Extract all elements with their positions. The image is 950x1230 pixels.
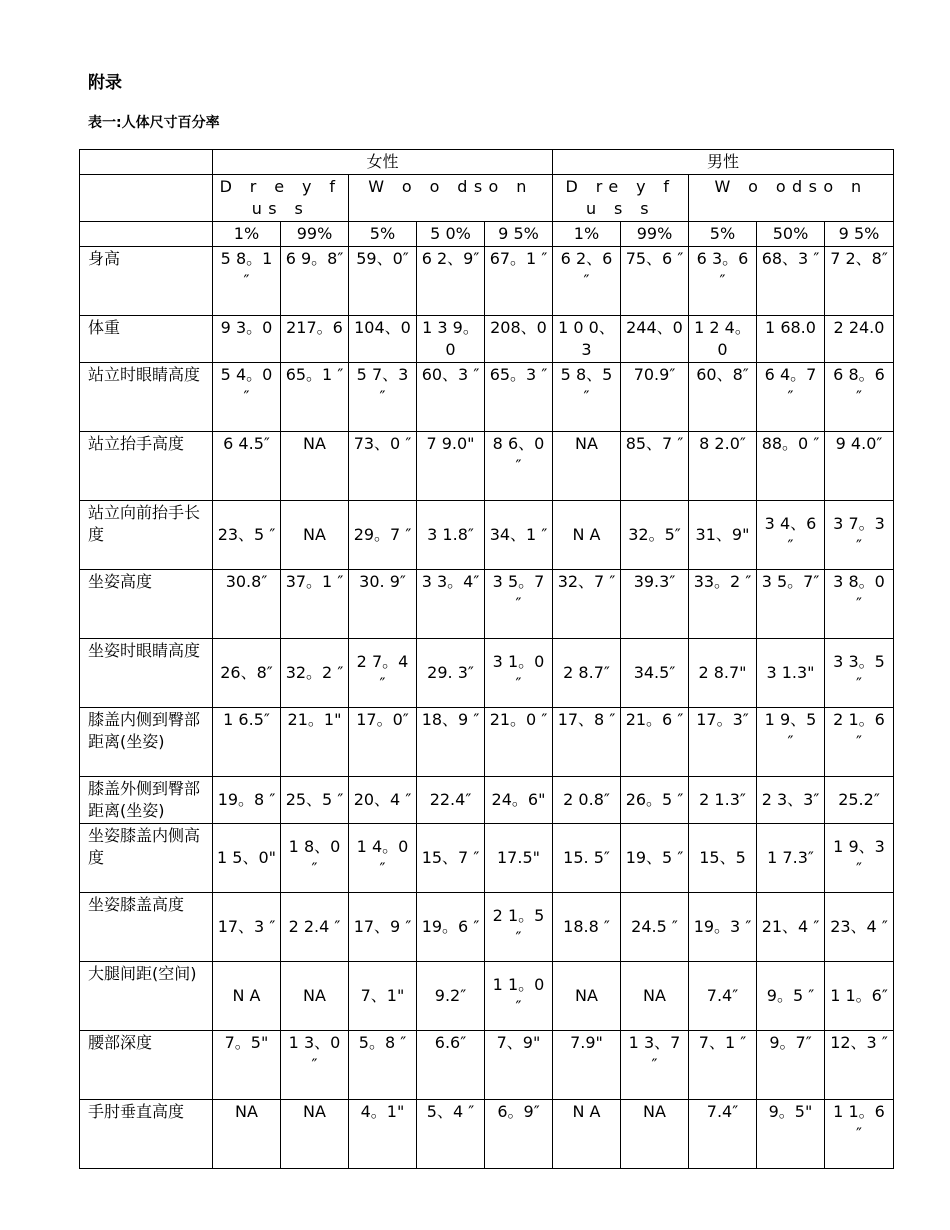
value-cell: 1 0 0、3 [553, 316, 621, 363]
gender-header-row [80, 150, 894, 175]
value-cell: 9.2″ [417, 962, 485, 1031]
value-cell: 88。0 ″ [757, 432, 825, 501]
value-cell: 34.5″ [621, 639, 689, 708]
value-cell: 3 1。0 ″ [485, 639, 553, 708]
value-cell: 7 2、8″ [825, 247, 894, 316]
row-label: 体重 [80, 316, 213, 363]
value-cell: 29。7 ″ [349, 501, 417, 570]
female-woodson-header: W o o dso n [349, 175, 553, 222]
value-cell: 5 8。1 ″ [213, 247, 281, 316]
value-cell: 3 4、6 ″ [757, 501, 825, 570]
value-cell: 5。8 ″ [349, 1031, 417, 1100]
value-cell: 85、7 ″ [621, 432, 689, 501]
male-dreyfuss-header: D re y f u s s [553, 175, 689, 222]
value-cell: 21。0 ″ [485, 708, 553, 777]
value-cell: 3 1.3" [757, 639, 825, 708]
value-cell: 17.5" [485, 824, 553, 893]
value-cell: 17。0″ [349, 708, 417, 777]
value-cell: 1 5、0" [213, 824, 281, 893]
value-cell: NA [621, 962, 689, 1031]
value-cell: 1 2 4。0 [689, 316, 757, 363]
value-cell: 25.2″ [825, 777, 894, 824]
value-cell: 7、1" [349, 962, 417, 1031]
value-cell: 7 9.0" [417, 432, 485, 501]
male-woodson-header: W o odso n [689, 175, 894, 222]
female-dreyfuss-header: D r e y f us s [213, 175, 349, 222]
table-row [80, 247, 894, 316]
value-cell: 6 4。7 ″ [757, 363, 825, 432]
row-label: 坐姿时眼睛高度 [80, 639, 213, 708]
percentile-header: 1% [213, 222, 281, 247]
value-cell: 15、5 [689, 824, 757, 893]
row-label: 身高 [80, 247, 213, 316]
value-cell: NA [281, 1100, 349, 1169]
percentile-header-row [80, 222, 894, 247]
value-cell: 7。5" [213, 1031, 281, 1100]
percentile-header: 9 5% [825, 222, 894, 247]
value-cell: 12、3 ″ [825, 1031, 894, 1100]
value-cell: 18.8 ″ [553, 893, 621, 962]
value-cell: 19、5 ″ [621, 824, 689, 893]
value-cell: 2 2.4 ″ [281, 893, 349, 962]
value-cell: 24.5 ″ [621, 893, 689, 962]
value-cell: 5 7、3 ″ [349, 363, 417, 432]
row-label: 手肘垂直高度 [80, 1100, 213, 1169]
value-cell: 2 24.0 [825, 316, 894, 363]
value-cell: 1 9、3 ″ [825, 824, 894, 893]
value-cell: 1 9、5 ″ [757, 708, 825, 777]
percentile-header: 99% [621, 222, 689, 247]
value-cell: 9 4.0″ [825, 432, 894, 501]
value-cell: 73、0 ″ [349, 432, 417, 501]
value-cell: 17、9 ″ [349, 893, 417, 962]
value-cell: 30.8″ [213, 570, 281, 639]
value-cell: 8 2.0″ [689, 432, 757, 501]
value-cell: 23、5 ″ [213, 501, 281, 570]
table-row [80, 962, 894, 1031]
table-row [80, 570, 894, 639]
value-cell: 7.4″ [689, 1100, 757, 1169]
value-cell: 32、7 ″ [553, 570, 621, 639]
percentile-header: 99% [281, 222, 349, 247]
row-label: 坐姿高度 [80, 570, 213, 639]
value-cell: 1 1。6 ″ [825, 1100, 894, 1169]
value-cell: 75、6 ″ [621, 247, 689, 316]
table-row [80, 893, 894, 962]
percentile-header: 5 0% [417, 222, 485, 247]
value-cell: 26。5 ″ [621, 777, 689, 824]
value-cell: 9。5 ″ [757, 962, 825, 1031]
row-label: 坐姿膝盖高度 [80, 893, 213, 962]
value-cell: 18、9 ″ [417, 708, 485, 777]
value-cell: 3 3。5 ″ [825, 639, 894, 708]
value-cell: 6 3。6 ″ [689, 247, 757, 316]
value-cell: 26、8″ [213, 639, 281, 708]
value-cell: 31、9" [689, 501, 757, 570]
source-header-row [80, 175, 894, 222]
value-cell: N A [553, 1100, 621, 1169]
value-cell: 33。2 ″ [689, 570, 757, 639]
value-cell: 7、9" [485, 1031, 553, 1100]
value-cell: 65。3 ″ [485, 363, 553, 432]
value-cell: 2 0.8″ [553, 777, 621, 824]
value-cell: 15、7 ″ [417, 824, 485, 893]
value-cell: 67。1 ″ [485, 247, 553, 316]
value-cell: 29. 3″ [417, 639, 485, 708]
value-cell: 2 8.7" [689, 639, 757, 708]
row-label: 大腿间距(空间) [80, 962, 213, 1031]
table-row [80, 363, 894, 432]
value-cell: 5、4 ″ [417, 1100, 485, 1169]
value-cell: 5 8、5 ″ [553, 363, 621, 432]
value-cell: 20、4 ″ [349, 777, 417, 824]
value-cell: 8 6、0 ″ [485, 432, 553, 501]
table-row [80, 501, 894, 570]
row-label: 膝盖外侧到臀部距离(坐姿) [80, 777, 213, 824]
value-cell: 6 8。6 ″ [825, 363, 894, 432]
value-cell: 37。1 ″ [281, 570, 349, 639]
value-cell: 1 6.5″ [213, 708, 281, 777]
value-cell: 7.9" [553, 1031, 621, 1100]
percentile-header: 9 5% [485, 222, 553, 247]
value-cell: 1 7.3″ [757, 824, 825, 893]
value-cell: 104、0 [349, 316, 417, 363]
value-cell: 3 7。3 ″ [825, 501, 894, 570]
value-cell: 1 68.0 [757, 316, 825, 363]
value-cell: 6 9。8″ [281, 247, 349, 316]
table-row [80, 824, 894, 893]
value-cell: 23、4 ″ [825, 893, 894, 962]
table-row [80, 777, 894, 824]
value-cell: 217。6 [281, 316, 349, 363]
value-cell: 9。7″ [757, 1031, 825, 1100]
value-cell: 24。6" [485, 777, 553, 824]
value-cell: 6 2、6 ″ [553, 247, 621, 316]
value-cell: 17、3 ″ [213, 893, 281, 962]
value-cell: 1 3、7 ″ [621, 1031, 689, 1100]
value-cell: 21。6 ″ [621, 708, 689, 777]
value-cell: 1 1。6″ [825, 962, 894, 1031]
value-cell: 6。9″ [485, 1100, 553, 1169]
value-cell: 60、8″ [689, 363, 757, 432]
value-cell: 17。3″ [689, 708, 757, 777]
value-cell: 7.4″ [689, 962, 757, 1031]
row-label: 膝盖内侧到臀部距离(坐姿) [80, 708, 213, 777]
table-row [80, 316, 894, 363]
value-cell: 21。1" [281, 708, 349, 777]
male-group-header: 男性 [553, 150, 894, 175]
row-label: 坐姿膝盖内侧高度 [80, 824, 213, 893]
value-cell: 3 8。0 ″ [825, 570, 894, 639]
value-cell: 1 1。0 ″ [485, 962, 553, 1031]
row-label: 站立向前抬手长度 [80, 501, 213, 570]
value-cell: 4。1" [349, 1100, 417, 1169]
value-cell: NA [213, 1100, 281, 1169]
value-cell: 3 3。4″ [417, 570, 485, 639]
female-group-header: 女性 [213, 150, 553, 175]
value-cell: 2 7。4 ″ [349, 639, 417, 708]
value-cell: 3 5。7″ [757, 570, 825, 639]
value-cell: 34、1 ″ [485, 501, 553, 570]
body-dimensions-table [79, 149, 894, 1169]
corner-cell [80, 222, 213, 247]
value-cell: 244、0 [621, 316, 689, 363]
value-cell: 9 3。0 [213, 316, 281, 363]
value-cell: 6 4.5″ [213, 432, 281, 501]
value-cell: 39.3″ [621, 570, 689, 639]
value-cell: 208、0 [485, 316, 553, 363]
value-cell: NA [553, 962, 621, 1031]
value-cell: 19。6 ″ [417, 893, 485, 962]
value-cell: N A [213, 962, 281, 1031]
value-cell: 19。8 ″ [213, 777, 281, 824]
table-row [80, 708, 894, 777]
table-title: 表一:人体尺寸百分率 [88, 115, 220, 131]
corner-cell [80, 150, 213, 175]
value-cell: 7、1 ″ [689, 1031, 757, 1100]
value-cell: 9。5" [757, 1100, 825, 1169]
value-cell: 65。1 ″ [281, 363, 349, 432]
value-cell: NA [281, 432, 349, 501]
percentile-header: 50% [757, 222, 825, 247]
value-cell: 3 1.8″ [417, 501, 485, 570]
corner-cell [80, 175, 213, 222]
value-cell: 60、3 ″ [417, 363, 485, 432]
value-cell: 5 4。0 ″ [213, 363, 281, 432]
appendix-heading: 附录 [88, 73, 122, 93]
value-cell: 2 1.3″ [689, 777, 757, 824]
value-cell: 32。2 ″ [281, 639, 349, 708]
value-cell: 30. 9″ [349, 570, 417, 639]
value-cell: 1 3 9。0 [417, 316, 485, 363]
row-label: 站立时眼睛高度 [80, 363, 213, 432]
value-cell: 21、4 ″ [757, 893, 825, 962]
value-cell: 2 1。5 ″ [485, 893, 553, 962]
value-cell: NA [621, 1100, 689, 1169]
value-cell: 19。3 ″ [689, 893, 757, 962]
percentile-header: 5% [349, 222, 417, 247]
value-cell: 22.4″ [417, 777, 485, 824]
value-cell: 6.6″ [417, 1031, 485, 1100]
value-cell: 70.9″ [621, 363, 689, 432]
table-row [80, 639, 894, 708]
value-cell: 59、0″ [349, 247, 417, 316]
value-cell: 25、5 ″ [281, 777, 349, 824]
value-cell: 2 1。6 ″ [825, 708, 894, 777]
value-cell: 2 8.7″ [553, 639, 621, 708]
percentile-header: 5% [689, 222, 757, 247]
value-cell: NA [281, 962, 349, 1031]
row-label: 站立抬手高度 [80, 432, 213, 501]
value-cell: 3 5。7 ″ [485, 570, 553, 639]
value-cell: 32。5″ [621, 501, 689, 570]
table-row [80, 432, 894, 501]
value-cell: 1 8、0 ″ [281, 824, 349, 893]
value-cell: 6 2、9″ [417, 247, 485, 316]
value-cell: 68、3 ″ [757, 247, 825, 316]
percentile-header: 1% [553, 222, 621, 247]
value-cell: 1 4。0 ″ [349, 824, 417, 893]
value-cell: NA [281, 501, 349, 570]
table-row [80, 1031, 894, 1100]
value-cell: 2 3、3″ [757, 777, 825, 824]
value-cell: 1 3、0 ″ [281, 1031, 349, 1100]
table-row [80, 1100, 894, 1169]
value-cell: N A [553, 501, 621, 570]
value-cell: NA [553, 432, 621, 501]
value-cell: 15. 5″ [553, 824, 621, 893]
row-label: 腰部深度 [80, 1031, 213, 1100]
value-cell: 17、8 ″ [553, 708, 621, 777]
